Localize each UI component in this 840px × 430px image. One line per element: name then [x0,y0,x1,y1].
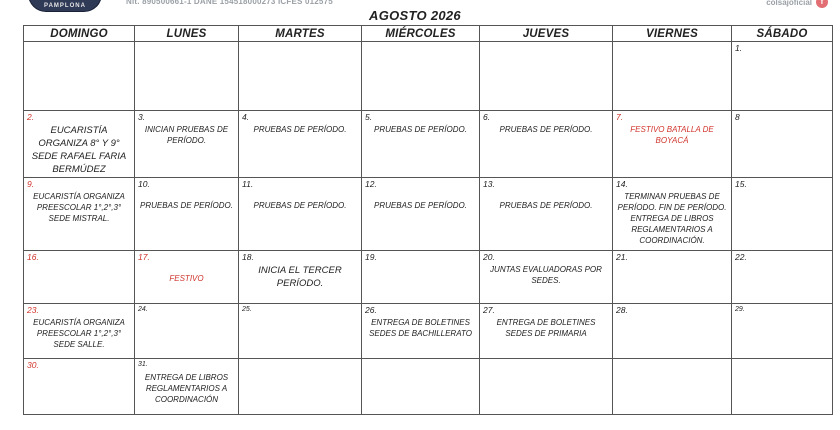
calendar-day-cell [135,251,239,304]
day-number: 6. [483,112,491,122]
weekday-header: MIÉRCOLES [362,26,480,42]
calendar-day-cell [480,304,613,359]
calendar-day-cell [24,304,135,359]
calendar-event: EUCARISTÍA ORGANIZA PREESCOLAR 1°,2°,3° SEDE SALLE. [33,318,125,349]
weekday-header: VIERNES [613,26,732,42]
calendar-day-cell [480,111,613,178]
day-number: 31. [138,361,148,368]
calendar-day-cell [732,178,833,251]
calendar-week-row [24,178,833,251]
day-number: 13. [483,179,495,189]
day-number: 5. [365,112,373,122]
day-number: 22. [735,252,747,262]
calendar-event: PRUEBAS DE PERÍODO. [253,125,347,134]
calendar-week-row [24,251,833,304]
calendar-day-cell [135,178,239,251]
day-number: 23. [27,305,39,315]
calendar-day-cell [362,304,480,359]
calendar-table [23,25,833,415]
day-number: 26. [365,305,377,315]
day-number: 18. [242,252,254,262]
calendar-event: PRUEBAS DE PERÍODO. [253,201,347,210]
calendar-day-cell [239,251,362,304]
calendar-day-cell [24,359,135,415]
day-number: 21. [616,252,628,262]
day-number: 17. [138,252,150,262]
calendar-day-cell [239,111,362,178]
day-number: 3. [138,112,146,122]
calendar-event: FESTIVO BATALLA DE BOYACÁ [630,125,714,145]
calendar-day-cell [613,42,732,111]
day-number: 25. [242,306,252,313]
calendar-day-cell [362,359,480,415]
calendar-day-cell [613,359,732,415]
logo-text: PAMPLONA [44,3,86,9]
calendar-title: AGOSTO 2026 [369,8,461,23]
calendar-day-cell [24,111,135,178]
day-number: 20. [483,252,495,262]
institution-info: Nit. 890500661-1 DANE 154518000273 ICFES 012575 [126,0,333,6]
calendar-event: PRUEBAS DE PERÍODO. [374,201,467,210]
weekday-header: LUNES [135,26,239,42]
calendar-day-cell [613,251,732,304]
day-number: 12. [365,179,377,189]
weekday-header: SÁBADO [732,26,833,42]
calendar-event: JUNTAS EVALUADORAS POR SEDES. [490,265,602,285]
calendar-day-cell [24,42,135,111]
calendar-event: ENTREGA DE BOLETINES SEDES DE BACHILLERATO [369,318,472,338]
calendar-day-cell [239,42,362,111]
calendar-event: PRUEBAS DE PERÍODO. [499,201,593,210]
calendar-day-cell [135,111,239,178]
calendar-day-cell [362,111,480,178]
day-number: 11. [242,179,254,189]
day-number: 10. [138,179,150,189]
calendar-event: ENTREGA DE LIBROS REGLAMENTARIOS A COORDINACIÓN [144,373,229,404]
day-number: 1. [735,43,743,53]
calendar-week-row [24,304,833,359]
weekday-header: JUEVES [480,26,613,42]
day-number: 14. [616,179,628,189]
calendar-day-cell [135,42,239,111]
calendar-event: INICIAN PRUEBAS DE PERÍODO. [144,125,229,145]
day-number: 8 [735,112,740,122]
calendar-day-cell [732,251,833,304]
day-number: 27. [483,305,495,315]
calendar-event: EUCARISTÍA ORGANIZA 8° Y 9° SEDE RAFAEL FARIA BERMÚDEZ [31,125,127,175]
calendar-day-cell [480,359,613,415]
weekday-header-row [24,26,833,42]
calendar-event: PRUEBAS DE PERÍODO. [140,201,233,210]
weekday-header: DOMINGO [24,26,135,42]
calendar-week-row [24,111,833,178]
calendar-event: TERMINAN PRUEBAS DE PERÍODO. FIN DE PERÍODO. ENTREGA DE LIBROS REGLAMENTARIOS A COORDINACIÓN. [617,192,727,245]
weekday-header: MARTES [239,26,362,42]
calendar-day-cell [732,42,833,111]
calendar-day-cell [24,251,135,304]
calendar-day-cell [732,111,833,178]
calendar-day-cell [135,359,239,415]
calendar-event: EUCARISTÍA ORGANIZA PREESCOLAR 1°,2°,3° SEDE MISTRAL. [33,192,125,223]
calendar-event: PRUEBAS DE PERÍODO. [499,125,593,134]
calendar-day-cell [239,178,362,251]
calendar-day-cell [613,111,732,178]
calendar-day-cell [135,304,239,359]
facebook-icon: f [816,0,828,8]
calendar-day-cell [480,251,613,304]
day-number: 2. [27,112,35,122]
calendar-week-row [24,359,833,415]
calendar-day-cell [732,359,833,415]
day-number: 30. [27,360,39,370]
day-number: 28. [616,305,628,315]
social-handle-text: colsajoficial [766,0,812,7]
day-number: 7. [616,112,624,122]
social-handle [766,0,828,8]
day-number: 29. [735,306,745,313]
calendar-event: ENTREGA DE BOLETINES SEDES DE PRIMARIA [496,318,596,338]
day-number: 24. [138,306,148,313]
calendar-day-cell [613,178,732,251]
day-number: 15. [735,179,747,189]
day-number: 19. [365,252,377,262]
calendar-event: INICIA EL TERCER PERÍODO. [258,265,342,289]
calendar-day-cell [480,42,613,111]
calendar-event: FESTIVO [169,274,204,283]
calendar-event: PRUEBAS DE PERÍODO. [374,125,467,134]
calendar-day-cell [362,251,480,304]
day-number: 16. [27,252,39,262]
day-number: 4. [242,112,250,122]
calendar-day-cell [480,178,613,251]
calendar-day-cell [239,304,362,359]
calendar-day-cell [732,304,833,359]
calendar-day-cell [24,178,135,251]
day-number: 9. [27,179,35,189]
calendar-day-cell [362,178,480,251]
calendar-day-cell [613,304,732,359]
calendar-day-cell [362,42,480,111]
calendar-week-row [24,42,833,111]
calendar-day-cell [239,359,362,415]
